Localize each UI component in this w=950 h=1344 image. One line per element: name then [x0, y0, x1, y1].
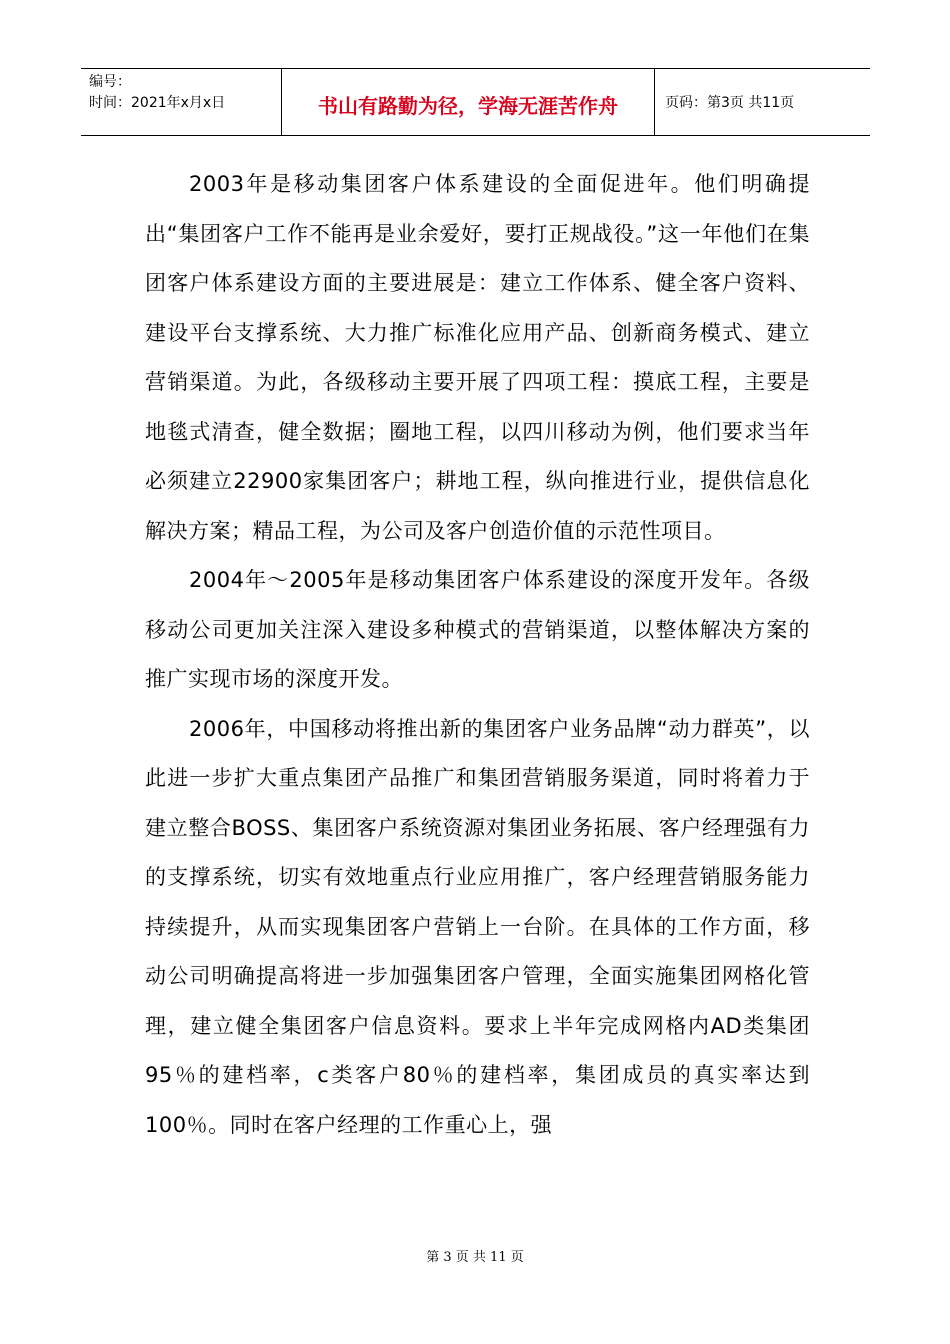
header-meta-cell	[81, 69, 282, 135]
header-motto-cell	[282, 69, 655, 135]
document-number-label: 编号：	[89, 74, 131, 90]
document-header	[81, 68, 870, 136]
document-time-label: 时间：2021年x月x日	[89, 95, 226, 111]
paragraph-2006: 2006年，中国移动将推出新的集团客户业务品牌“动力群英”，以此进一步扩大重点集团产品推广和集团营销服务渠道，同时将着力于建立整合BOSS、集团客户系统资源对集团业务拓展、客户经理强有力的支撑系统，切实有效地重点行业应用推广，客户经理营销服务能力持续提升，从而实现集团客户营销上一台阶。在具体的工作方面，移动公司明确提高将进一步加强集团客户管理，全面实施集团网格化管理，建立健全集团客户信息资料。要求上半年完成网格内AD类集团95％的建档率，c类客户80％的建档率，集团成员的真实率达到100％。同时在客户经理的工作重心上，强	[145, 716, 810, 1137]
header-page-cell	[655, 69, 870, 135]
paragraph-2003: 2003年是移动集团客户体系建设的全面促进年。他们明确提出“集团客户工作不能再是业余爱好，要打正规战役。”这一年他们在集团客户体系建设方面的主要进展是：建立工作体系、健全客户资料、建设平台支撑系统、大力推广标准化应用产品、创新商务模式、建立营销渠道。为此，各级移动主要开展了四项工程：摸底工程，主要是地毯式清查，健全数据；圈地工程，以四川移动为例，他们要求当年必须建立22900家集团客户；耕地工程，纵向推进行业，提供信息化解决方案；精品工程，为公司及客户创造价值的示范性项目。	[145, 172, 810, 543]
page-footer: 第 3 页 共 11 页	[426, 1250, 524, 1265]
paragraph-2004-2005: 2004年～2005年是移动集团客户体系建设的深度开发年。各级移动公司更加关注深入建设多种模式的营销渠道，以整体解决方案的推广实现市场的深度开发。	[145, 568, 810, 691]
header-page-info: 页码：第3页 共11页	[665, 95, 795, 111]
header-motto: 书山有路勤为径，学海无涯苦作舟	[318, 93, 618, 118]
document-body	[145, 160, 810, 1150]
